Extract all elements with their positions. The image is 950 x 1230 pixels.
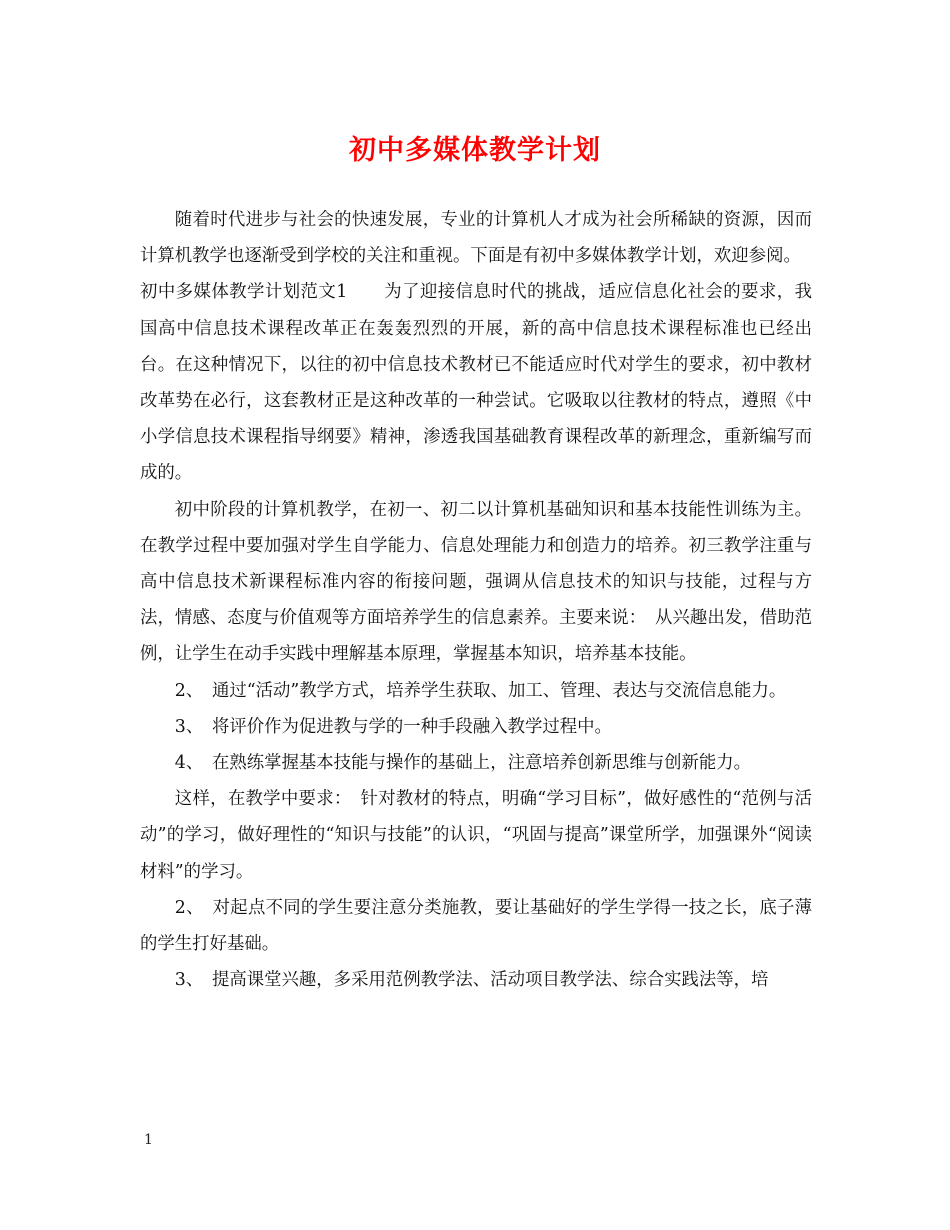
section-first-paragraph: 为了迎接信息时代的挑战，适应信息化社会的要求，我国高中信息技术课程改革正在轰轰烈烈的开展，新的高中信息技术课程标准也已经出台。在这种情况下，以往的初中信息技术教材已不能适应时代对学生的要求，初中教材改革势在必行，这套教材正是这种改革的一种尝试。它吸取以往教材的特点，遵照《中小学信息技术课程指导纲要》精神，渗透我国基础教育课程改革的新理念，重新编写而成的。 — [140, 282, 812, 484]
document-body — [140, 202, 812, 998]
list-item: 3、 将评价作为促进教与学的一种手段融入教学过程中。 — [174, 716, 612, 737]
section-label: 初中多媒体教学计划范文1 — [140, 282, 348, 303]
body-paragraph: 初中阶段的计算机教学，在初一、初二以计算机基础知识和基本技能性训练为主。在教学过程中要加强对学生自学能力、信息处理能力和创造力的培养。初三教学注重与高中信息技术新课程标准内容的衔接问题，强调从信息技术的知识与技能，过程与方法，情感、态度与价值观等方面培养学生的信息素养。主要来说： 从兴趣出发，借助范例，让学生在动手实践中理解基本原理，掌握基本知识，培养基本技能。 — [140, 499, 812, 665]
section-paragraph — [140, 274, 812, 491]
intro-paragraph: 随着时代进步与社会的快速发展，专业的计算机人才成为社会所稀缺的资源，因而计算机教学也逐渐受到学校的关注和重视。下面是有初中多媒体教学计划，欢迎参阅。 — [140, 210, 812, 267]
page-number: 1 — [144, 1132, 153, 1148]
list-item: 3、 提高课堂兴趣，多采用范例教学法、活动项目教学法、综合实践法等，培 — [174, 970, 769, 991]
list-item: 2、 对起点不同的学生要注意分类施教，要让基础好的学生学得一技之长，底子薄的学生打好基础。 — [140, 897, 812, 955]
list-item: 4、 在熟练掌握基本技能与操作的基础上，注意培养创新思维与创新能力。 — [174, 753, 752, 774]
body-paragraph: 这样，在教学中要求： 针对教材的特点，明确“学习目标”，做好感性的“范例与活动”的学习，做好理性的“知识与技能”的认识，“巩固与提高”课堂所学，加强课外“阅读材料”的学习。 — [140, 789, 812, 882]
document-title: 初中多媒体教学计划 — [349, 135, 601, 166]
list-item: 2、 通过“活动”教学方式，培养学生获取、加工、管理、表达与交流信息能力。 — [174, 680, 787, 701]
